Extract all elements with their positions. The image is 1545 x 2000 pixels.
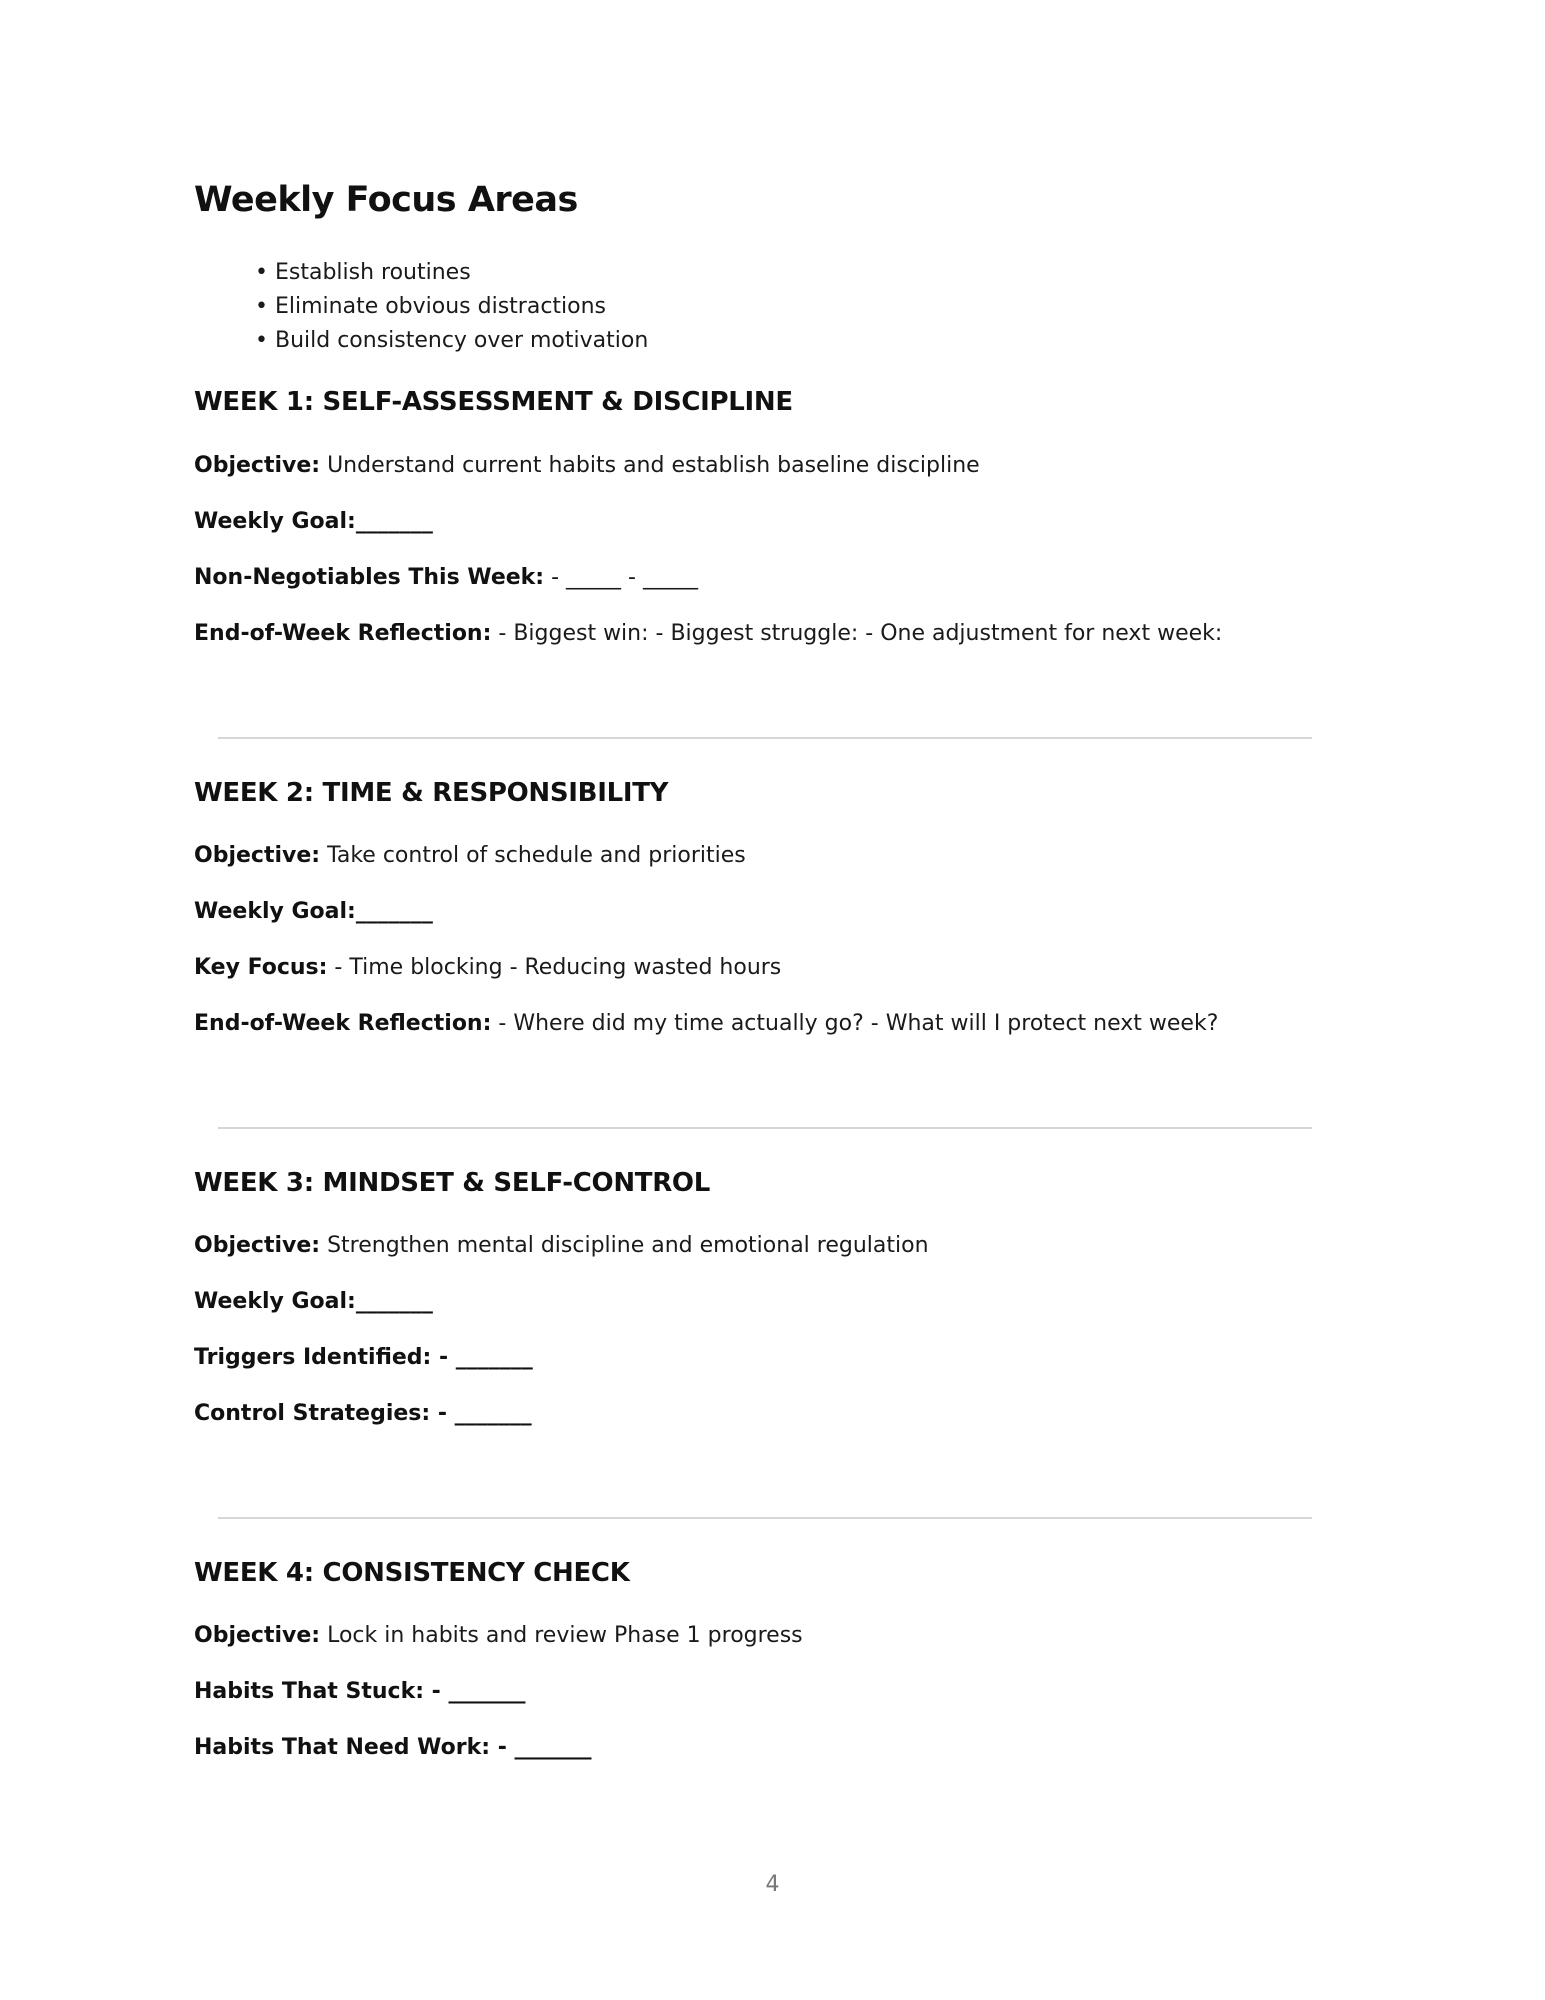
- section-divider: [218, 1517, 1312, 1519]
- field-label: Objective:: [194, 843, 321, 868]
- week-4-habits-stuck: [194, 1679, 525, 1704]
- focus-bullet: • Eliminate obvious distractions: [255, 294, 607, 319]
- field-label: Triggers Identified:: [194, 1345, 432, 1370]
- section-divider: [218, 1127, 1312, 1129]
- field-value: Lock in habits and review Phase 1 progress: [320, 1623, 803, 1648]
- week-2-weekly-goal: [194, 899, 433, 924]
- week-3-objective: [194, 1233, 929, 1258]
- week-2-heading: WEEK 2: TIME & RESPONSIBILITY: [194, 778, 669, 808]
- field-blank: - _______: [424, 1679, 526, 1704]
- week-1-reflection: [194, 621, 1222, 646]
- section-divider: [218, 737, 1312, 739]
- page-number: 4: [765, 1872, 780, 1897]
- field-label: Weekly Goal:: [194, 509, 356, 534]
- field-label: Weekly Goal:: [194, 1289, 356, 1314]
- focus-bullet: • Establish routines: [255, 260, 471, 285]
- field-blank: - _______: [431, 1345, 533, 1370]
- week-3-control-strategies: [194, 1401, 532, 1426]
- week-1-weekly-goal: [194, 509, 433, 534]
- week-2-reflection: [194, 1011, 1218, 1036]
- field-label: End-of-Week Reflection:: [194, 621, 492, 646]
- field-label: Objective:: [194, 1233, 321, 1258]
- field-blank: _______: [355, 1289, 433, 1314]
- week-1-objective: [194, 453, 980, 478]
- field-label: Objective:: [194, 453, 321, 478]
- field-label: Weekly Goal:: [194, 899, 356, 924]
- field-label: End-of-Week Reflection:: [194, 1011, 492, 1036]
- page-title: Weekly Focus Areas: [194, 180, 578, 220]
- field-label: Habits That Need Work:: [194, 1735, 491, 1760]
- week-4-heading: WEEK 4: CONSISTENCY CHECK: [194, 1558, 630, 1588]
- field-label: Objective:: [194, 1623, 321, 1648]
- field-label: Key Focus:: [194, 955, 328, 980]
- field-blank: - _______: [430, 1401, 532, 1426]
- field-blank: - _______: [490, 1735, 592, 1760]
- week-1-non-negotiables: [194, 565, 698, 590]
- field-label: Habits That Stuck:: [194, 1679, 425, 1704]
- field-value: - Where did my time actually go? - What will I protect next week?: [491, 1011, 1219, 1036]
- week-3-heading: WEEK 3: MINDSET & SELF-CONTROL: [194, 1168, 711, 1198]
- week-4-objective: [194, 1623, 803, 1648]
- field-label: Non-Negotiables This Week:: [194, 565, 545, 590]
- week-1-heading: WEEK 1: SELF-ASSESSMENT & DISCIPLINE: [194, 387, 793, 417]
- week-2-key-focus: [194, 955, 781, 980]
- field-value: Take control of schedule and priorities: [320, 843, 746, 868]
- field-blank: _______: [355, 509, 433, 534]
- week-3-triggers: [194, 1345, 533, 1370]
- field-value: - _____ - _____: [544, 565, 698, 590]
- field-label: Control Strategies:: [194, 1401, 431, 1426]
- week-3-weekly-goal: [194, 1289, 433, 1314]
- focus-bullet: • Build consistency over motivation: [255, 328, 649, 353]
- field-blank: _______: [355, 899, 433, 924]
- field-value: - Time blocking - Reducing wasted hours: [327, 955, 782, 980]
- field-value: Strengthen mental discipline and emotional regulation: [320, 1233, 929, 1258]
- field-value: - Biggest win: - Biggest struggle: - One adjustment for next week:: [491, 621, 1223, 646]
- week-4-habits-need-work: [194, 1735, 592, 1760]
- week-2-objective: [194, 843, 746, 868]
- field-value: Understand current habits and establish baseline discipline: [320, 453, 980, 478]
